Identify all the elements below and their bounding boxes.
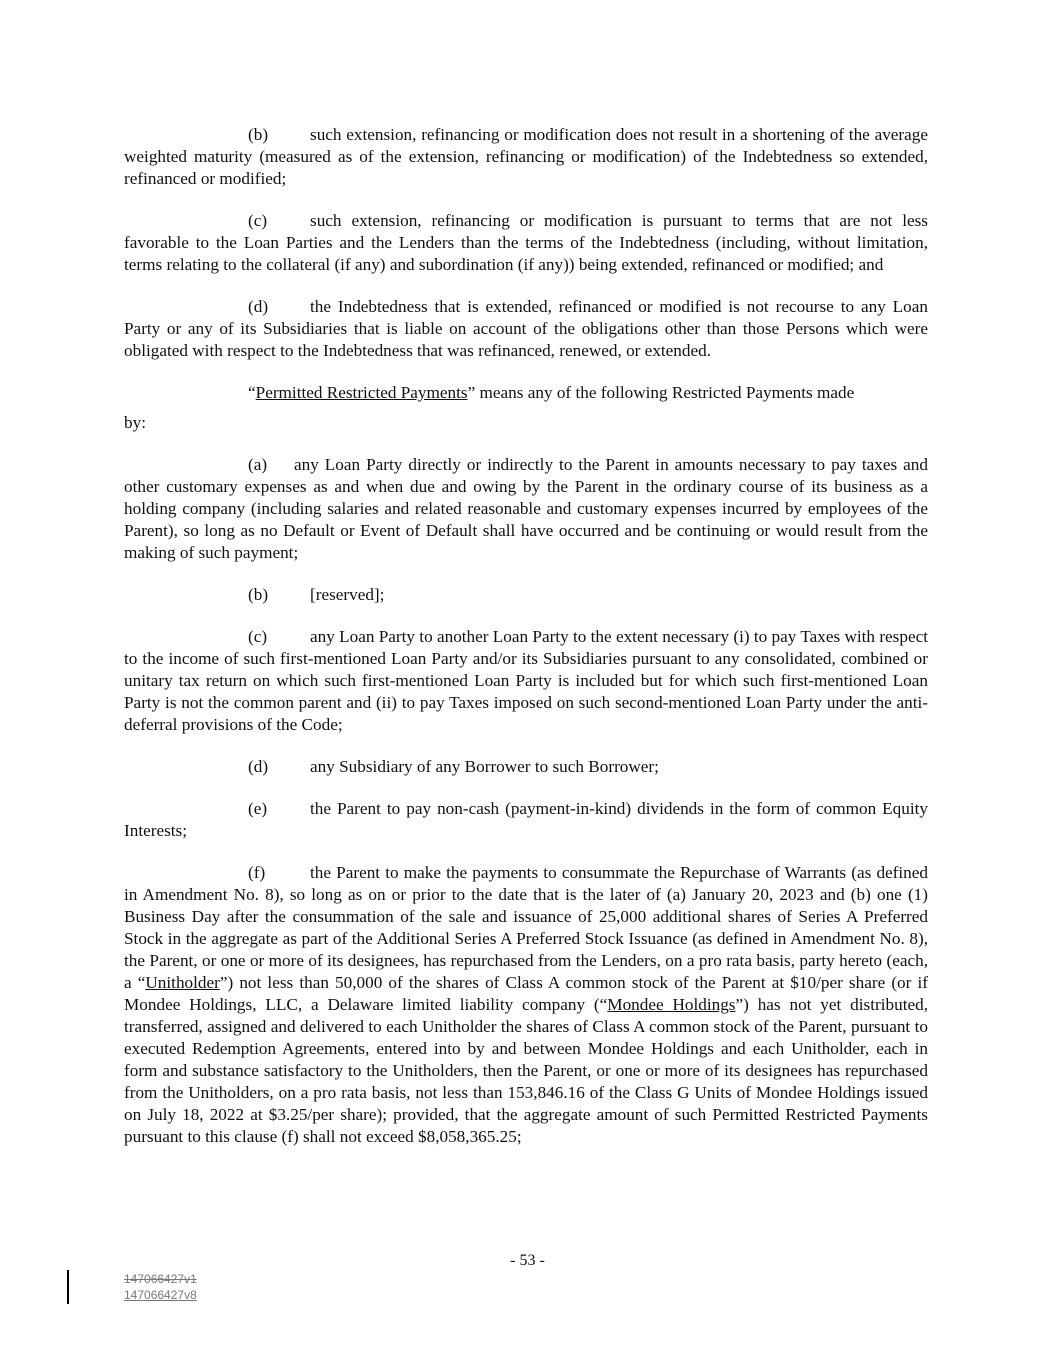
defined-term-unitholder: Unitholder — [145, 973, 220, 992]
clause-text: ”) not less than 50,000 of the shares of Class A common stock of the Parent at $10/per share (or if Mondee Holdings, LLC, a Delaware limited liability company (“ — [124, 973, 928, 1014]
clause-a-payments — [124, 454, 928, 564]
clause-text: any Loan Party to another Loan Party to the extent necessary (i) to pay Taxes with respect to the income of such first-mentioned Loan Party and/or its Subsidiaries pursuant to any consolidated, combined or unitary tax return on which such first-mentioned Loan Party is included but for which such first-mentioned Loan Party is not the common parent and (ii) to pay Taxes imposed on such second-mentioned Loan Party under the anti-deferral provisions of the Code; — [124, 627, 928, 734]
clause-text: the Indebtedness that is extended, refinanced or modified is not recourse to any Loan Party or any of its Subsidiaries that is liable on account of the obligations other than those Persons which were obligated with respect to the Indebtedness that was refinanced, renewed, or extended. — [124, 297, 928, 360]
clause-b-extension — [124, 124, 928, 190]
clause-label: (e) — [248, 799, 268, 818]
clause-label: (a) — [248, 455, 268, 474]
clause-c-taxes — [124, 626, 928, 736]
clause-label: (c) — [248, 211, 268, 230]
clause-label: (c) — [248, 627, 268, 646]
document-page — [124, 124, 928, 1168]
revision-bar — [67, 1270, 69, 1304]
clause-d-extension — [124, 296, 928, 362]
clause-text: [reserved]; — [310, 585, 385, 604]
page-number: - 53 - — [510, 1252, 545, 1269]
clause-label: (f) — [248, 863, 266, 882]
clause-f-repurchase — [124, 862, 928, 1148]
definition-tail: by: — [124, 413, 146, 432]
clause-text: any Subsidiary of any Borrower to such Borrower; — [310, 757, 659, 776]
definition-text: ” means any of the following Restricted Payments made — [467, 383, 855, 402]
clause-b-reserved — [124, 584, 928, 606]
clause-d-subsidiary — [124, 756, 928, 778]
defined-term: Permitted Restricted Payments — [255, 383, 468, 402]
defined-term-mondee-holdings: Mondee Holdings — [607, 995, 736, 1014]
clause-text: the Parent to pay non-cash (payment-in-kind) dividends in the form of common Equity Interests; — [124, 799, 928, 840]
clause-text: such extension, refinancing or modification is pursuant to terms that are not less favorable to the Loan Parties and the Lenders than the terms of the Indebtedness (including, without limitation, terms relating to the collateral (if any) and subordination (if any)) being extended, refinanced or modified; and — [124, 211, 928, 274]
clause-e-dividends — [124, 798, 928, 842]
clause-text: ”) has not yet distributed, transferred, assigned and delivered to each Unitholder the shares of Class A common stock of the Parent, pursuant to executed Redemption Agreements, entered into by and between Mondee Holdings and each Unitholder, each in form and substance satisfactory to the Unitholders, then the Parent, or one or more of its designees has repurchased from the Unitholders, on a pro rata basis, not less than 153,846.16 of the Class G Units of Mondee Holdings issued on July 18, 2022 at $3.25/per share); provided, that the aggregate amount of such Permitted Restricted Payments pursuant to this clause (f) shall not exceed $8,058,365.25; — [124, 995, 928, 1146]
clause-text: such extension, refinancing or modification does not result in a shortening of the average weighted maturity (measured as of the extension, refinancing or modification) of the Indebtedness so extended, refinanced or modified; — [124, 125, 928, 188]
definition-permitted-restricted-payments — [124, 382, 928, 404]
clause-label: (d) — [248, 297, 269, 316]
clause-c-extension — [124, 210, 928, 276]
clause-label: (b) — [248, 585, 269, 604]
doc-id-deleted: 147066427v1 — [124, 1272, 197, 1286]
open-quote: “ — [248, 383, 256, 402]
clause-label: (d) — [248, 757, 269, 776]
doc-id-inserted: 147066427v8 — [124, 1288, 197, 1302]
clause-label: (b) — [248, 125, 269, 144]
clause-text: any Loan Party directly or indirectly to the Parent in amounts necessary to pay taxes and other customary expenses as and when due and owing by the Parent in the ordinary course of its business as a holding company (including salaries and related reasonable and customary expenses incurred by employees of the Parent), so long as no Default or Event of Default shall have occurred and be continuing or would result from the making of such payment; — [124, 455, 928, 562]
clause-text: the Parent to make the payments to consummate the Repurchase of Warrants (as defined in Amendment No. 8), so long as on or prior to the date that is the later of (a) January 20, 2023 and (b) one (1) Business Day after the consummation of the sale and issuance of 25,000 additional shares of Series A Preferred Stock in the aggregate as part of the Additional Series A Preferred Stock Issuance (as defined in Amendment No. 8), the Parent, or one or more of its designees, has repurchased from the Lenders, on a pro rata basis, party hereto (each, a “ — [124, 863, 928, 992]
